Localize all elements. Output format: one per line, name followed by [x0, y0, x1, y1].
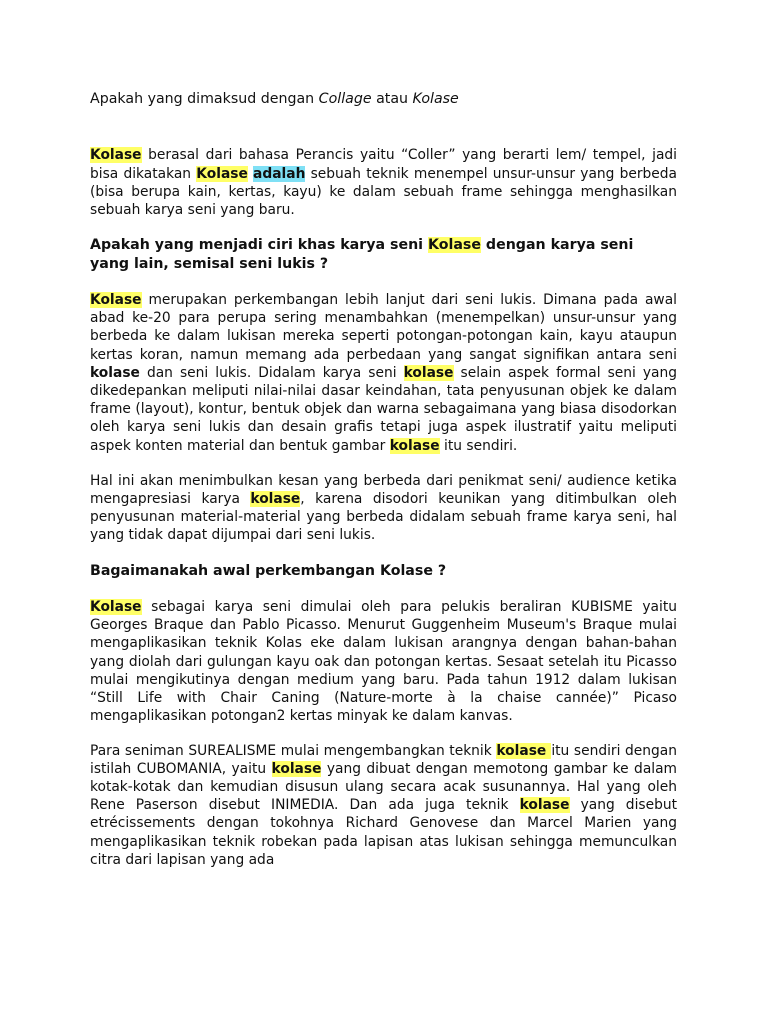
- highlight-kolase: Kolase: [427, 237, 481, 254]
- highlight-kolase: kolase: [250, 491, 301, 508]
- document-body: [90, 90, 677, 869]
- highlight-adalah: adalah: [253, 165, 306, 182]
- paragraph-kubisme: Kolase sebagai karya seni dimulai oleh para pelukis beraliran KUBISME yaitu Georges Braque dan Pablo Picasso. Menurut Guggenheim Museum's Braque mulai mengaplikasikan teknik Kolas eke dalam lukisan arangnya dengan bahan-bahan yang diolah dari gulungan kayu oak dan potongan kertas. Sesaat setelah itu Picasso mulai mengikutinya dengan medium yang baru. Pada tahun 1912 dalam lukisan “Still Life with Chair Caning (Nature-morte à la chaise cannée)” Picaso mengaplikasikan potongan2 kertas minyak ke dalam kanvas.: [90, 599, 677, 725]
- section-heading-ciri-khas: Apakah yang menjadi ciri khas karya seni Kolase dengan karya seni yang lain, semisal seni lukis ?: [90, 237, 634, 272]
- kolase-term: Kolase: [412, 91, 459, 107]
- paragraph-definition: Kolase berasal dari bahasa Perancis yaitu “Coller” yang berarti lem/ tempel, jadi bisa dikatakan Kolase adalah sebuah teknik menempel unsur-unsur yang berbeda (bisa berupa kain, kertas, kayu) ke dalam sebuah frame sehingga menghasilkan sebuah karya seni yang baru.: [90, 147, 678, 219]
- highlight-kolase: kolase: [496, 742, 552, 759]
- highlight-kolase: Kolase: [90, 599, 142, 616]
- section-heading-awal-perkembangan: Bagaimanakah awal perkembangan Kolase ?: [90, 562, 447, 579]
- highlight-kolase: kolase: [403, 364, 454, 381]
- collage-term: Collage: [318, 91, 372, 107]
- paragraph-ciri-khas: Kolase merupakan perkembangan lebih lanjut dari seni lukis. Dimana pada awal abad ke-20 para perupa sering menambahkan (menempelkan) unsur-unsur yang berbeda ke dalam lukisan mereka seperti potongan-potongan kain, kayu ataupun kertas koran, namun memang ada perbedaan yang sangat signifikan antara seni kolase dan seni lukis. Didalam karya seni kolase selain aspek formal seni yang dikedepankan meliputi nilai-nilai dasar keindahan, tata penyusunan objek ke dalam frame (layout), kontur, bentuk objek dan warna sebagaimana yang biasa disodorkan oleh karya seni lukis dan desain grafis tetapi juga aspek ilustratif yaitu meliputi aspek konten material dan bentuk gambar kolase itu sendiri.: [90, 292, 678, 454]
- highlight-kolase: kolase: [519, 797, 570, 814]
- page-title: Apakah yang dimaksud dengan Collage atau Kolase: [90, 91, 459, 107]
- highlight-kolase: kolase: [389, 437, 440, 454]
- highlight-kolase: Kolase: [90, 147, 142, 164]
- highlight-kolase: kolase: [271, 760, 322, 777]
- bold-kolase: kolase: [90, 364, 140, 381]
- highlight-kolase: Kolase: [90, 292, 142, 309]
- paragraph-surealisme: Para seniman SUREALISME mulai mengembangkan teknik kolase itu sendiri dengan istilah CUBOMANIA, yaitu kolase yang dibuat dengan memotong gambar ke dalam kotak-kotak dan kemudian disusun ulang secara acak susunannya. Hal yang oleh Rene Paserson disebut INIMEDIA. Dan ada juga teknik kolase yang disebut etrécissements dengan tokohnya Richard Genovese dan Marcel Marien yang mengaplikasikan teknik robekan pada lapisan atas lukisan sehingga memunculkan citra dari lapisan yang ada: [90, 742, 677, 868]
- paragraph-kesan: Hal ini akan menimbulkan kesan yang berbeda dari penikmat seni/ audience ketika mengapresiasi karya kolase, karena disodori keunikan yang ditimbulkan oleh penyusunan material-material yang berbeda didalam sebuah frame karya seni, hal yang tidak dapat dijumpai dari seni lukis.: [90, 472, 677, 544]
- highlight-kolase: Kolase: [196, 165, 248, 182]
